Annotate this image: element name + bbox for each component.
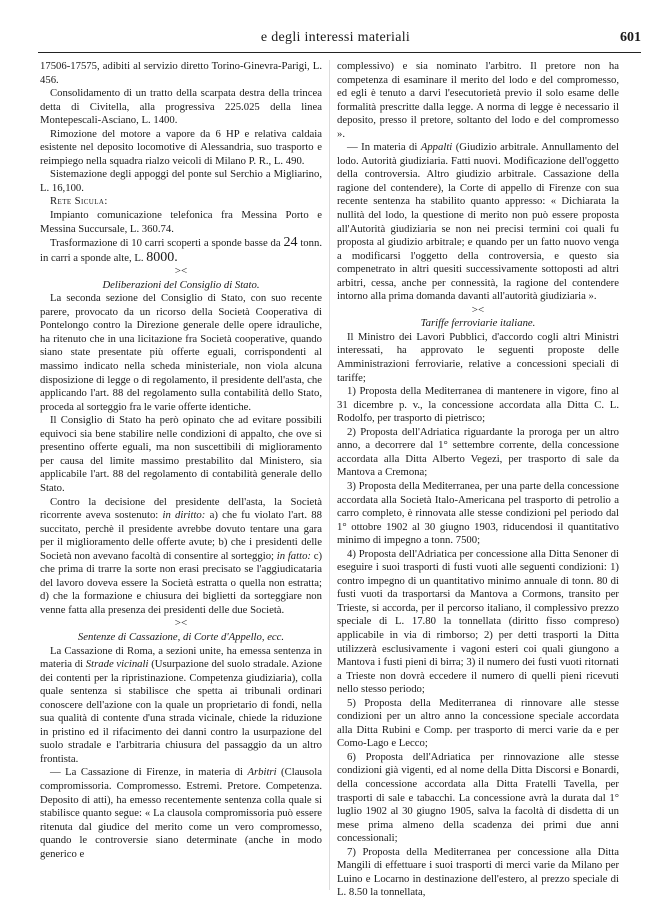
paragraph <box>40 236 322 265</box>
paragraph: 4) Proposta dell'Adriatica per concessione alla Ditta Senoner di eseguire i suoi trasporti di fusti vuoti alle seguenti condizioni: 1) contro impegno di un quantitativo minimo annuale di tonn. 80 di fusti vuoti da trasportarsi da Mantova a Cormons, transito per Trieste, si accorda, per il percorso italiano, il complessivo prezzo speciale di L. 17.80 la tonnellata (diritto fisso compreso) applicabile in via di rimborso; 2) per detti trasporti la Ditta utilizzerà esclusivamente i vagoni esteri coi quali giungono a Mantova i fusti pieni di birra; 3) il numero dei fusti vuoti ritornati a Trieste non dovrà eccedere il numero di quelli pieni ricevuti nello stesso periodo; <box>337 547 619 696</box>
text-run: — In materia di <box>347 141 418 154</box>
paragraph: 7) Proposta della Mediterranea per concessione alla Ditta Mangili di effettuare i suoi trasporti di merci varie da Milano per Luino e Locarno in destinazione dell'estero, al prezzo speciale di L. 8.50 la tonnellata, <box>337 845 619 899</box>
text-run: La Cassazione di Roma, a sezioni unite, ha emessa sentenza in materia di <box>40 644 322 671</box>
text-run: c) che prima di trarre la sorte non erasi precisato se l'aggiudicataria del lavoro doveva essere la Società estratta o quella non estratta; d) che la formazione e chiusura dei biglietti da sorteggiare non venne fatta alla presenza dei presidenti delle due Società. <box>40 549 323 616</box>
section-separator: >< <box>174 265 188 278</box>
text-run: Arbitri <box>247 766 277 779</box>
page-number: 601 <box>620 30 641 45</box>
paragraph: complessivo) e sia nominato l'arbitro. Il pretore non ha competenza di esaminare il merito del lodo e del compromesso, ed egli è tenuto a darvi l'esecutorietà previo il solo esame delle formalità prescritte dalla legge. A norma di legge è necessario il deposito, presso il pretore, soltanto del lodo e del compromesso ». <box>337 60 619 140</box>
text-run: (Giudizio arbitrale. Annullamento del lodo. Autorità giudiziaria. Fatti nuovi. Modificazione dell'oggetto della controversia. Altro giudizio arbitrale. Cassazione della ragione del contendere), la Corte di appello di Firenze con sua recente sentenza ha stabilito quanto appresso: « Dichiarata la nullità del lodo, la questione di merito non può essere proposta all'Autorità giudiziaria se non nei precisi termini coi quali fu proposta al giudizio arbitrale; e quando per un fatto nuovo venga a modificarsi l'oggetto della controversia, e questo sia compenetrato in altri quesiti successivamente sottoposti ad altri arbitri, cessa, anche per connessità, la ragione del contendere intorno alla prima domanda davanti all'autorità giudiziaria ». <box>337 141 619 303</box>
text-run: (Clausola compromissoria. Compromesso. Estremi. Pretore. Competenza. Deposito di atti), ha emesso recentemente sentenza colla quale si stabilisce quanto segue: « La clausola compromissoria può essere ritenuta dal giudice del merito come un vero compromesso, quando le controversie siano determinate (anche in modo generico e <box>40 766 322 860</box>
text-run: Strade vicinali <box>85 658 149 671</box>
subsection-label <box>40 195 322 209</box>
column-divider <box>329 60 330 890</box>
section-title: Tariffe ferroviarie italiane. <box>420 317 536 330</box>
text-run: — La Cassazione di Firenze, in materia di <box>50 766 243 779</box>
paragraph: Il Consiglio di Stato ha però opinato che ad evitare possibili equivoci sia bene stabilire nelle condizioni di appalto, che ove si presentino offerte eguali, ma non suscettibili di miglioramento per causa del limite massimo prestabilito dal Ministero, sia applicabile l'art. 88 del regolamento di contabilità generale dello Stato. <box>40 414 322 494</box>
text-run: tonn. in carri a sponde alte, L. <box>40 237 323 264</box>
running-header <box>30 28 641 48</box>
text-run: 24 <box>283 235 298 251</box>
paragraph: 3) Proposta della Mediterranea, per una parte della concessione accordata alla Società Italo-Americana pel trasporto di petrolio a carro completo, è rinnovata alle stesse condizioni pel periodo dal 1° ottobre 1902 al 30 giugno 1903, riducendosi il quantitativo minimo di impegno a tonn. 7500; <box>337 479 619 547</box>
section-separator: >< <box>471 303 485 316</box>
running-title: e degli interessi materiali <box>260 30 411 45</box>
text-run: (Usurpazione del suolo stradale. Azione dei contenti per la ripristinazione. Competenza giudiziaria), colla quale sentenza si stabilisce che spetta ai tribunali ordinari conoscere dell'azione con la quale un proprietario di fondi, nella sua qualità di contente d'una strada vicinale, chiede la riduzione in pristino ed il rifacimento dei danni contro la usurpazione del suolo stradale e l'arbitraria chiusura del passaggio da un altro frontista. <box>40 658 323 765</box>
section-title: Deliberazioni del Consiglio di Stato. <box>102 278 260 291</box>
paragraph <box>337 141 619 304</box>
paragraph: 2) Proposta dell'Adriatica riguardante la proroga per un altro anno, a decorrere dal 1° settembre corrente, della concessione accordata alla Ditta Alberto Vegezi, per trasporto di sale da Mantova a Cremona; <box>337 425 619 479</box>
text-run: Appalti <box>420 141 453 154</box>
text-run: Contro la decisione del presidente dell'asta, la Società ricorrente aveva sostenuto: <box>40 495 322 522</box>
paragraph <box>40 496 322 618</box>
section-title: Sentenze di Cassazione, di Corte d'Appello, ecc. <box>77 630 285 643</box>
right-column <box>337 60 619 899</box>
paragraph: 5) Proposta della Mediterranea di rinnovare alle stesse condizioni per un altro anno la concessione speciale accordata alla Ditta Rubini e Comp. per trasporto di merci varie da e per Como-Lago e Lecco; <box>337 696 619 750</box>
paragraph: La seconda sezione del Consiglio di Stato, con suo recente parere, provocato da un ricorso della Società Cooperativa di Pontelongo contro la Direzione generale delle opere idrauliche, ha ritenuto che in una licitazione fra Società cooperative, quando siano state presentate più offerte eguali, corrispondenti al massimo indicato nella scheda ministeriale, non viola alcuna disposizione di legge o di regolamento, il presidente dell'asta, che applicando l'art. 88 del regolamento sulla contabilità dello Stato, proceda al sorteggio fra le varie offerte identiche. <box>40 292 322 413</box>
text-run: 8000. <box>146 249 178 265</box>
paragraph: Consolidamento di un tratto della scarpata destra della trincea detta di Civitella, alla progressiva 225.025 della linea Montepescali-Asciano, L. 1400. <box>40 87 322 127</box>
paragraph <box>40 645 322 767</box>
paragraph: 1) Proposta della Mediterranea di mantenere in vigore, fino al 31 dicembre p. v., la concessione accordata alla Ditta C. L. Rodolfo, per trasporto di pietrisco; <box>337 385 619 425</box>
paragraph <box>40 766 322 861</box>
paragraph: Sistemazione degli appoggi del ponte sul Serchio a Migliarino, L. 16,100. <box>40 168 322 194</box>
text-run: in fatto: <box>276 549 311 562</box>
text-run: a) che fu violato l'art. 88 succitato, perchè il presidente avrebbe dovuto tentare una gara per il miglioramento delle offerte avute; b) che i presidenti delle Società non avevano facoltà di consentire al sorteggio; <box>40 509 322 562</box>
text-run: Trasformazione di 10 carri scoperti a sponde basse da <box>50 237 281 250</box>
paragraph: Il Ministro dei Lavori Pubblici, d'accordo cogli altri Ministri interessati, ha approvato le seguenti proposte delle Amministrazioni ferroviarie, relative a concessioni speciali di tariffe; <box>337 330 619 384</box>
rete-sicula-label: Rete Sicula: <box>50 195 108 208</box>
section-separator: >< <box>174 617 188 630</box>
left-column <box>40 60 322 890</box>
paragraph: Impianto comunicazione telefonica fra Messina Porto e Messina Succursale, L. 360.74. <box>40 209 322 235</box>
text-run: in diritto: <box>162 509 206 522</box>
paragraph: 17506-17575, adibiti al servizio diretto Torino-Ginevra-Parigi, L. 456. <box>40 60 322 86</box>
paragraph: Rimozione del motore a vapore da 6 HP e relativa caldaia esistente nel deposito locomotive di Alessandria, suo trasporto e reimpiego nella squadra rialzo veicoli di Milano P. R., L. 490. <box>40 127 322 167</box>
header-rule <box>38 52 641 53</box>
paragraph: 6) Proposta dell'Adriatica per rinnovazione alle stesse condizioni già vigenti, ed al nome della Ditta Discorsi e Bonardi, della concessione accordata alla Ditta Fratelli Tavella, per trasporti di sale e tabacchi. La concessione avrà la durata dal 1° luglio 1902 al 30 giugno 1905, salva la facoltà di disdetta di un mese prima almeno della scadenza dei primi due anni concessionali; <box>337 750 619 845</box>
